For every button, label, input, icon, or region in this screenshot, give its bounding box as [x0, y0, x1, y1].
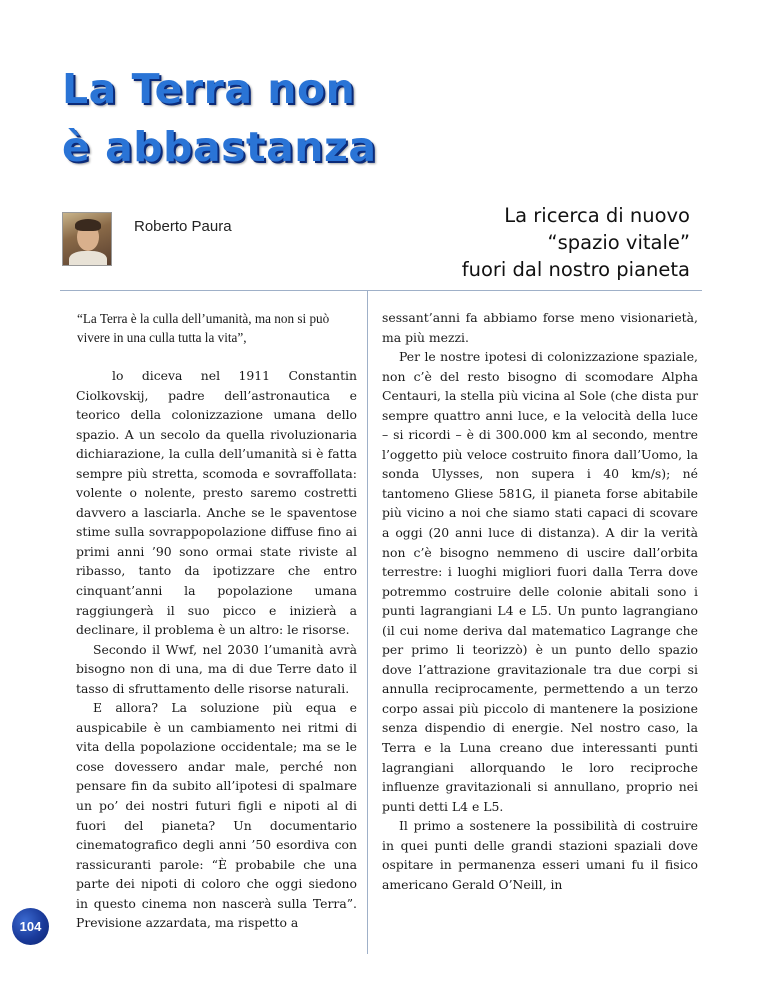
article-title-line-2: è abbastanza [62, 123, 377, 171]
paragraph: Per le nostre ipotesi di colonizzazione spaziale, non c’è del resto bisogno di scomodare Alpha Centauri, la stella più vicina al Sole (che dista pur sempre quattro anni luce, e la velocità della luce – si ricordi – è di 300.000 km al secondo, mentre l’oggetto più veloce costruito finora dall’Uomo, la sonda Ulysses, non supera i 40 km/s); né tantomeno Gliese 581G, il pianeta forse abitabile più vicino a noi che siamo stati capaci di scovare a oggi (20 anni luce di distanza). A dir la verità non c’è bisogno nemmeno di uscire dall’orbita terrestre: i luoghi migliori fuori dalla Terra dove potremmo costruire delle colonie abitali sono i punti lagrangiani L4 e L5. Un punto lagrangiano (il cui nome deriva dal matematico Lagrange che per primo li teorizzò) è un punto dello spazio dove l’attrazione gravitazionale tra due corpi si annulla reciprocamente, permettendo a un terzo corpo assai più piccolo di mantenere la posizione senza dispendio di energie. Nel nostro caso, la Terra e la Luna creano due interessanti punti lagrangiani allorquando le loro reciproche influenze gravitazionali si annullano, proprio nei punti detti L4 e L5. [382, 349, 698, 814]
paragraph: Secondo il Wwf, nel 2030 l’umanità avrà bisogno non di una, ma di due Terre dato il tasso di sfruttamento delle risorse naturali. [76, 641, 357, 696]
horizontal-divider [60, 290, 702, 291]
paragraph: sessant’anni fa abbiamo forse meno visionarietà, ma più mezzi. [382, 310, 698, 345]
subtitle-line-3: fuori dal nostro pianeta [461, 258, 690, 281]
paragraph: lo diceva nel 1911 Constantin Ciolkovskij, padre dell’astronautica e teorico della colonizzazione umana dello spazio. A un secolo da quella rivoluzionaria dichiarazione, la culla dell’umanità si è fatta sempre più stretta, scomoda e sovraffollata: volente o nolente, presto saremo costretti davvero a lasciarla. Anche se le spaventose stime sulla sovrappopolazione diffuse fino ai primi anni ’90 sono ormai state riviste al ribasso, tanto da ipotizzare che entro cinquant’anni la popolazione umana raggiungerà il suo picco e inizierà a declinare, il problema è un altro: le risorse. [76, 368, 357, 638]
opening-quote: “La Terra è la culla dell’umanità, ma non si può vivere in una culla tutta la vita”, [77, 311, 330, 345]
author-name: Roberto Paura [134, 218, 232, 235]
subtitle-line-1: La ricerca di nuovo [504, 204, 690, 227]
article-subtitle [462, 202, 690, 283]
author-photo [62, 212, 112, 266]
right-column [382, 308, 698, 894]
article-title-line-1: La Terra non [62, 65, 356, 113]
paragraph: Il primo a sostenere la possibilità di costruire in quei punti delle grandi stazioni spaziali dove ospitare in permanenza esseri umani fu il fisico americano Gerald O’Neill, in [382, 818, 698, 892]
left-column [76, 366, 357, 933]
subtitle-line-2: “spazio vitale” [547, 231, 690, 254]
paragraph: E allora? La soluzione più equa e auspicabile è un cambiamento nei ritmi di vita della popolazione occidentale; ma se le cose dovessero andar male, perché non pensare fin da subito all’ipotesi di spalmare un po’ dei nostri futuri figli e nipoti al di fuori del pianeta? Un documentario cinematografico degli anni ’50 esordiva con rassicuranti parole: “È probabile che una parte dei nipoti di coloro che oggi siedono in questo cinema non nascerà sulla Terra”. Previsione azzardata, ma rispetto a [76, 700, 357, 931]
column-divider [367, 290, 368, 954]
page-number-badge: 104 [12, 908, 49, 945]
